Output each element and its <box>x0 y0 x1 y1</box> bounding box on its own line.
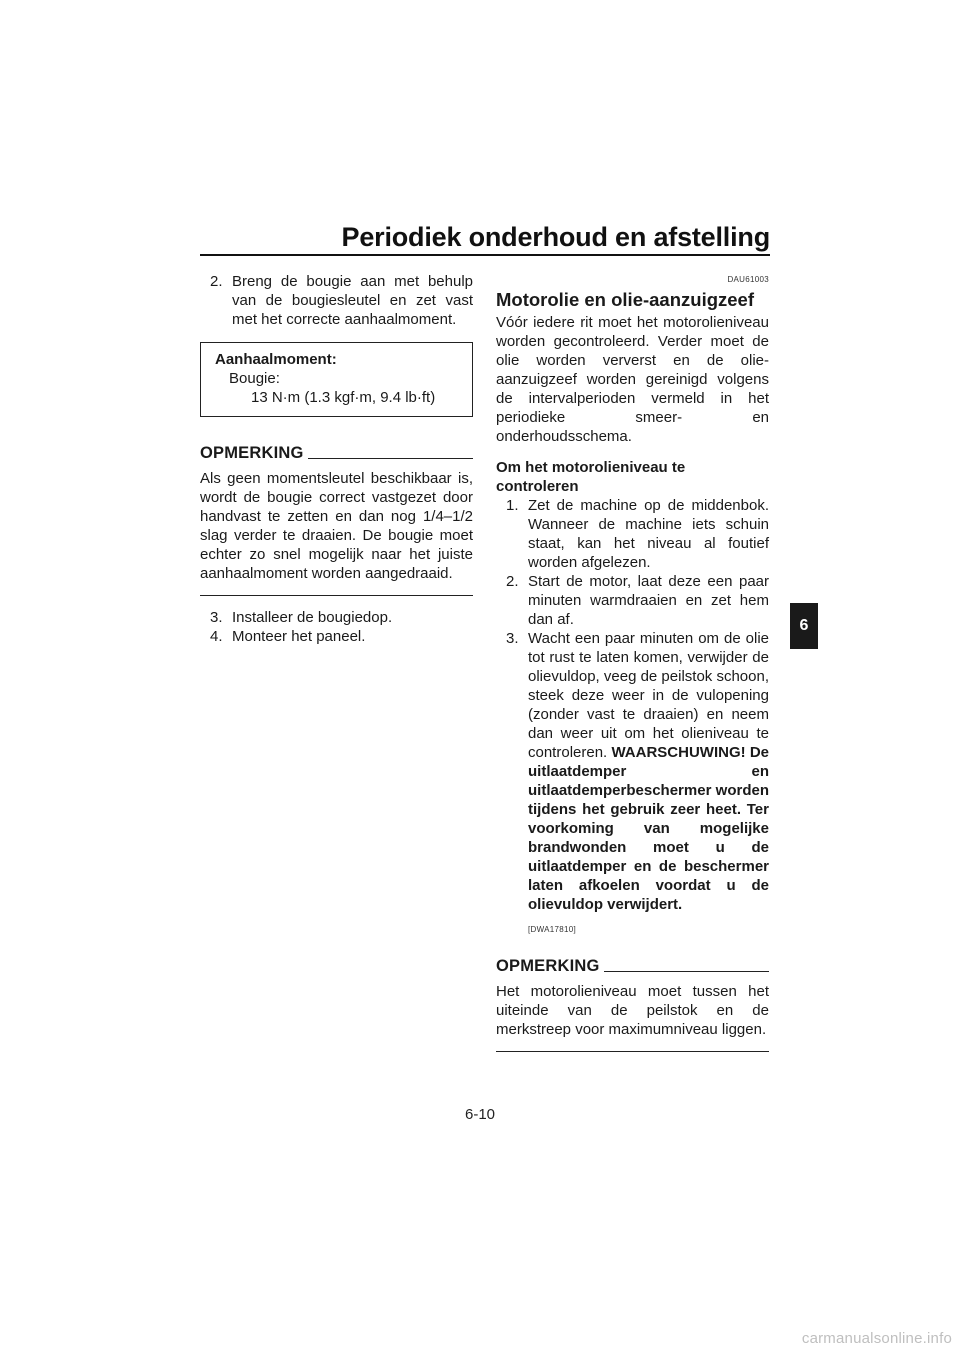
step-text: Zet de machine op de middenbok. Wanneer de machine iets schuin staat, kan het niveau al foutief worden afgelezen. <box>528 497 769 571</box>
page-title: Periodiek onderhoud en afstelling <box>341 222 770 252</box>
step-number: 1. <box>506 497 519 514</box>
section-intro: Vóór iedere rit moet het motorolieniveau worden gecontroleerd. Verder moet de olie worden ververst en de olie-aanzuigzeef worden gereinigd volgens de intervalperioden vermeld in het periodieke smeer- en onderhoudsschema. <box>496 314 769 445</box>
note-heading <box>496 957 769 976</box>
subsection-title: Om het motorolieniveau te controleren <box>496 459 686 495</box>
note-heading <box>200 444 473 463</box>
step-text: Installeer de bougiedop. <box>232 609 393 626</box>
spec-item: Bougie: <box>229 370 280 387</box>
step-number: 2. <box>210 273 223 290</box>
step-text: Start de motor, laat deze een paar minuten warmdraaien en zet hem dan af. <box>528 573 769 628</box>
note-text: Het motorolieniveau moet tussen het uiteinde van de peilstok en de merkstreep voor maximumniveau liggen. <box>496 983 769 1038</box>
note-heading-text: OPMERKING <box>496 957 600 975</box>
note-heading-text: OPMERKING <box>200 444 304 462</box>
section-code: DAU61003 <box>727 275 769 284</box>
section-title: Motorolie en olie-aanzuigzeef <box>496 289 754 310</box>
watermark-text: carmanualsonline.info <box>801 1330 952 1347</box>
step-number: 4. <box>210 628 223 645</box>
chapter-tab: 6 <box>790 603 818 649</box>
note-text: Als geen momentsleutel beschikbaar is, wordt de bougie correct vastgezet door handvast te zetten en dan nog 1/4–1/2 slag verder te draaien. De bougie moet echter zo snel mogelijk naar het juiste aanhaalmoment worden aangedraaid. <box>200 470 473 582</box>
page-number: 6-10 <box>464 1106 496 1123</box>
step-text: Wacht een paar minuten om de olie tot rust te laten komen, verwijder de olievuldop, veeg de peilstok schoon, steek deze weer in de vulopening (zonder vast te draaien) en neem dan weer uit om het olieniveau te controleren. <box>528 630 769 761</box>
note-heading-rule <box>604 971 769 972</box>
spec-value: 13 N·m (1.3 kgf·m, 9.4 lb·ft) <box>251 389 436 406</box>
step-item <box>200 608 473 627</box>
spec-title: Aanhaalmoment: <box>215 351 337 368</box>
note-end-rule <box>200 595 473 596</box>
step-item <box>200 627 473 646</box>
step-number: 2. <box>506 573 519 590</box>
step-number: 3. <box>210 609 223 626</box>
right-column <box>496 270 769 1052</box>
step-item <box>496 496 769 572</box>
step-number: 3. <box>506 630 519 647</box>
warning-code: [DWA17810] <box>528 925 577 934</box>
step-item <box>496 629 769 939</box>
step-text: Monteer het paneel. <box>232 628 366 645</box>
step-item <box>496 572 769 629</box>
note-end-rule <box>496 1051 769 1052</box>
left-column <box>200 272 473 646</box>
step-item <box>200 272 473 329</box>
warning-text: WAARSCHUWING! De uitlaatdemper en uitlaatdemperbeschermer worden tijdens het gebruik zeer heet. Ter voorkoming van mogelijke brandwonden moet u de uitlaatdemper en de beschermer laten afkoelen voordat u de olievuldop verwijdert. <box>528 744 770 913</box>
note-heading-rule <box>308 458 473 459</box>
torque-spec-box <box>200 342 473 417</box>
header-rule <box>200 254 770 256</box>
step-text: Breng de bougie aan met behulp van de bougiesleutel en zet vast met het correcte aanhaalmoment. <box>232 273 473 328</box>
